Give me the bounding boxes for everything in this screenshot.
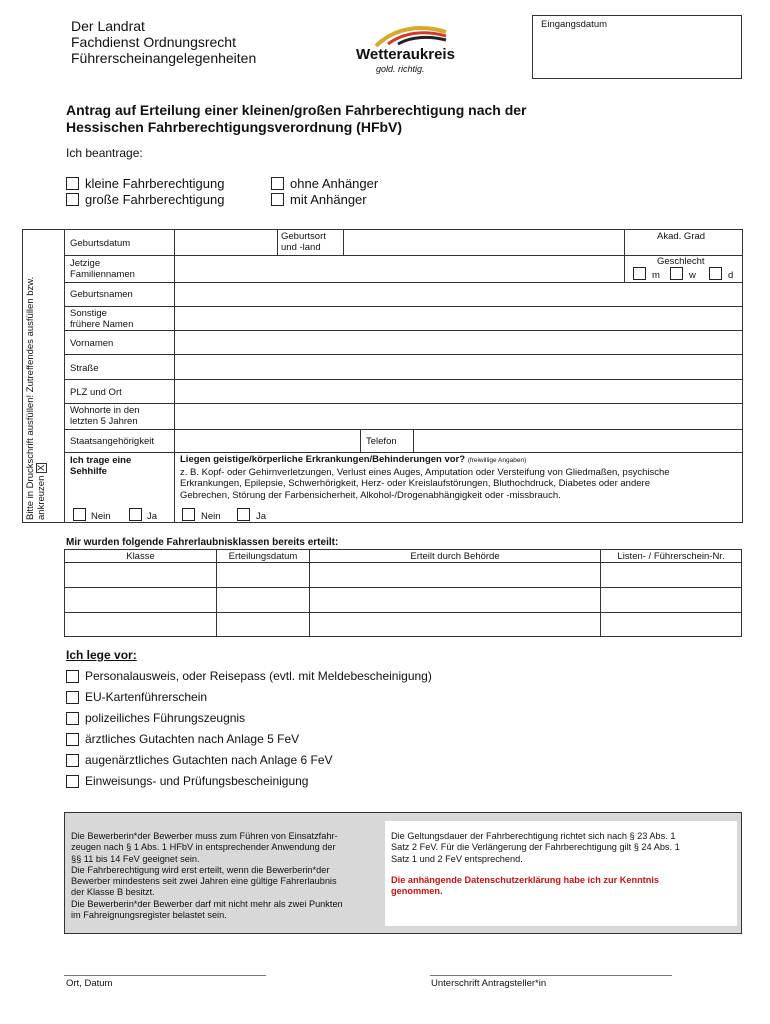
label-doc-training: Einweisungs- und Prüfungsbescheinigung bbox=[85, 774, 309, 788]
label-doc-eye: augenärztliches Gutachten nach Anlage 6 FeV bbox=[85, 753, 333, 767]
licenses-heading: Mir wurden folgende Fahrerlaubnisklassen bereits erteilt: bbox=[66, 537, 339, 548]
checkbox-doc-eye[interactable] bbox=[66, 754, 79, 767]
side-instruction-mark: X bbox=[36, 464, 47, 471]
notes-right-column bbox=[385, 821, 737, 926]
notes-left-line: zeugen nach § 1 Abs. 1 HFbV in entsprechender Anwendung der bbox=[71, 842, 336, 853]
label-glasses-line-2: Sehhilfe bbox=[70, 466, 107, 477]
input-birthplace[interactable] bbox=[344, 230, 624, 255]
checkbox-doc-medical[interactable] bbox=[66, 733, 79, 746]
label-doc-id: Personalausweis, oder Reisepass (evtl. mit Meldebescheinigung) bbox=[85, 669, 432, 683]
logo-name: Wetteraukreis bbox=[356, 46, 455, 63]
notes-left-line: Bewerber mindestens seit zwei Jahren eine gültige Fahrerlaubnis bbox=[71, 876, 337, 887]
input-nationality[interactable] bbox=[175, 430, 360, 452]
label-birthdate: Geburtsdatum bbox=[70, 238, 131, 249]
checkbox-gender-d[interactable] bbox=[709, 267, 722, 280]
label-academic-title: Akad. Grad bbox=[657, 231, 706, 242]
request-intro: Ich beantrage: bbox=[66, 146, 143, 160]
notes-box bbox=[64, 812, 742, 934]
input-phone[interactable] bbox=[414, 430, 742, 452]
authority-block bbox=[71, 18, 256, 66]
input-residences[interactable] bbox=[175, 404, 742, 429]
label-doc-medical: ärztliches Gutachten nach Anlage 5 FeV bbox=[85, 732, 300, 746]
label-gender: Geschlecht bbox=[657, 256, 705, 267]
label-former-names-line-1: Sonstige bbox=[70, 308, 107, 319]
side-instruction-text bbox=[25, 230, 47, 520]
illness-voluntary-note: (freiwillige Angaben) bbox=[467, 457, 527, 464]
label-birthplace-line-1: Geburtsort bbox=[281, 231, 326, 242]
label-nationality: Staatsangehörigkeit bbox=[70, 436, 154, 447]
notes-left-line: §§ 11 bis 14 FeV geeignet sein. bbox=[71, 853, 200, 864]
licenses-col-class: Klasse bbox=[126, 551, 155, 562]
notes-left-column bbox=[71, 831, 379, 921]
checkbox-small-permit[interactable] bbox=[66, 177, 79, 190]
label-doc-police: polizeiliches Führungszeugnis bbox=[85, 711, 246, 725]
input-street[interactable] bbox=[175, 355, 742, 379]
notes-left-line: Die Bewerberin*der Bewerber darf mit nicht mehr als zwei Punkten bbox=[71, 898, 343, 909]
input-first-names[interactable] bbox=[175, 331, 742, 354]
label-residences bbox=[70, 405, 140, 427]
checkbox-gender-w[interactable] bbox=[670, 267, 683, 280]
licenses-col-date: Erteilungsdatum bbox=[228, 551, 298, 562]
checkbox-illness-yes[interactable] bbox=[237, 508, 250, 521]
label-current-name-line-1: Jetzige bbox=[70, 258, 101, 269]
illness-line-3: Gebrechen, Störung der Farbensicherheit, Alkohol-/Drogenabhängigkeit oder -missbrauch. bbox=[180, 489, 561, 501]
licenses-table bbox=[64, 549, 742, 637]
authority-line-2: Fachdienst Ordnungsrecht bbox=[71, 34, 236, 50]
privacy-line-1: Die anhängende Datenschutzerklärung habe ich zur Kenntnis bbox=[391, 874, 660, 885]
label-former-names-line-2: frühere Namen bbox=[70, 319, 134, 330]
side-instruction-strip bbox=[23, 230, 65, 522]
table-row[interactable] bbox=[65, 588, 741, 612]
notes-right-line: Satz 2 FeV. Für die Verlängerung der Fahrberechtigung gilt § 24 Abs. 1 bbox=[391, 842, 680, 853]
documents-heading: Ich lege vor: bbox=[66, 648, 137, 662]
side-instruction-mark-label: ankreuzen bbox=[36, 475, 47, 520]
illness-question bbox=[180, 454, 740, 501]
receipt-date-box[interactable] bbox=[532, 15, 742, 79]
notes-left-line: Die Fahrberechtigung wird erst erteilt, wenn die Bewerberin*der bbox=[71, 864, 330, 875]
licenses-col-authority: Erteilt durch Behörde bbox=[410, 551, 500, 562]
checkbox-large-permit[interactable] bbox=[66, 193, 79, 206]
side-instruction-line-1: Bitte in Druckschrift ausfüllen! Zutreffendes ausfüllen bzw. bbox=[25, 276, 36, 520]
label-birthplace-line-2: und -land bbox=[281, 242, 321, 253]
label-illness-no: Nein bbox=[201, 511, 221, 522]
label-former-names bbox=[70, 308, 133, 330]
checkbox-trailer[interactable] bbox=[271, 193, 284, 206]
label-birthplace bbox=[281, 231, 326, 253]
place-date-line[interactable] bbox=[64, 975, 266, 976]
side-instruction-line-2 bbox=[36, 230, 47, 520]
label-gender-m: m bbox=[652, 270, 660, 281]
form-title-line-2: Hessischen Fahrberechtigungsverordnung (HFbV) bbox=[66, 119, 403, 135]
label-trailer: mit Anhänger bbox=[290, 192, 367, 207]
authority-line-3: Führerscheinangelegenheiten bbox=[71, 50, 257, 66]
signature-line[interactable] bbox=[430, 975, 672, 976]
illness-line-1: z. B. Kopf- oder Gehirnverletzungen, Verlust eines Auges, Amputation oder Versteifung von Gliedmaßen, psychische bbox=[180, 466, 670, 478]
notes-right-line: Die Geltungsdauer der Fahrberechtigung richtet sich nach § 23 Abs. 1 bbox=[391, 831, 676, 841]
illness-heading: Liegen geistige/körperliche Erkrankungen/Behinderungen vor? bbox=[180, 454, 466, 465]
label-gender-d: d bbox=[728, 270, 734, 281]
label-glasses-yes: Ja bbox=[147, 511, 158, 522]
label-first-names: Vornamen bbox=[70, 338, 114, 349]
label-glasses-no: Nein bbox=[91, 511, 111, 522]
checkbox-doc-training[interactable] bbox=[66, 775, 79, 788]
checkbox-glasses-yes[interactable] bbox=[129, 508, 142, 521]
label-glasses-line-1: Ich trage eine bbox=[70, 455, 132, 466]
label-illness-yes: Ja bbox=[256, 511, 267, 522]
checkbox-illness-no[interactable] bbox=[182, 508, 195, 521]
label-residences-line-2: letzten 5 Jahren bbox=[70, 416, 138, 427]
label-street: Straße bbox=[70, 363, 99, 374]
checkbox-doc-police[interactable] bbox=[66, 712, 79, 725]
checkbox-doc-id[interactable] bbox=[66, 670, 79, 683]
input-zip-city[interactable] bbox=[175, 380, 742, 403]
label-small-permit: kleine Fahrberechtigung bbox=[85, 176, 225, 191]
input-birthdate[interactable] bbox=[175, 230, 277, 255]
label-current-name bbox=[70, 258, 135, 280]
privacy-notice bbox=[391, 875, 731, 898]
label-place-date: Ort, Datum bbox=[66, 978, 113, 989]
checkbox-glasses-no[interactable] bbox=[73, 508, 86, 521]
receipt-date-label: Eingangsdatum bbox=[541, 19, 608, 30]
form-title bbox=[66, 102, 527, 136]
table-row[interactable] bbox=[65, 563, 741, 587]
label-large-permit: große Fahrberechtigung bbox=[85, 192, 225, 207]
label-doc-eu-license: EU-Kartenführerschein bbox=[85, 690, 208, 704]
notes-left-line: Die Bewerberin*der Bewerber muss zum Führen von Einsatzfahr- bbox=[71, 831, 338, 841]
licenses-col-number: Listen- / Führerschein-Nr. bbox=[617, 551, 725, 562]
notes-left-line: der Klasse B besitzt. bbox=[71, 887, 155, 898]
authority-line-1: Der Landrat bbox=[71, 18, 145, 34]
label-applicant-signature: Unterschrift Antragsteller*in bbox=[431, 978, 547, 989]
notes-right-line: Satz 1 und 2 FeV entsprechend. bbox=[391, 853, 523, 864]
input-current-name[interactable] bbox=[175, 256, 624, 282]
logo bbox=[346, 20, 458, 76]
logo-tagline: gold. richtig. bbox=[376, 64, 425, 74]
label-no-trailer: ohne Anhänger bbox=[290, 176, 379, 191]
privacy-line-2: genommen. bbox=[391, 886, 443, 897]
input-birth-name[interactable] bbox=[175, 283, 742, 306]
illness-line-2: Erkrankungen, Epilepsie, Schwerhörigkeit, Herz- oder Kreislaufstörungen, Bluthochdruck, Diabetes oder andere bbox=[180, 478, 650, 489]
label-current-name-line-2: Familiennamen bbox=[70, 269, 135, 280]
label-residences-line-1: Wohnorte in den bbox=[70, 405, 140, 416]
label-glasses bbox=[70, 455, 131, 477]
form-title-line-1: Antrag auf Erteilung einer kleinen/großen Fahrberechtigung nach der bbox=[66, 102, 527, 118]
checkbox-gender-m[interactable] bbox=[633, 267, 646, 280]
input-former-names[interactable] bbox=[175, 307, 742, 330]
table-row[interactable] bbox=[65, 613, 741, 636]
notes-left-line: im Fahreignungsregister belastet sein. bbox=[71, 910, 227, 921]
illness-heading-row bbox=[180, 454, 740, 467]
checkbox-no-trailer[interactable] bbox=[271, 177, 284, 190]
personal-data-section bbox=[22, 229, 743, 523]
checkbox-doc-eu-license[interactable] bbox=[66, 691, 79, 704]
label-birth-name: Geburtsnamen bbox=[70, 289, 133, 300]
label-gender-w: w bbox=[689, 270, 696, 281]
label-zip-city: PLZ und Ort bbox=[70, 387, 122, 398]
label-phone: Telefon bbox=[366, 436, 397, 447]
